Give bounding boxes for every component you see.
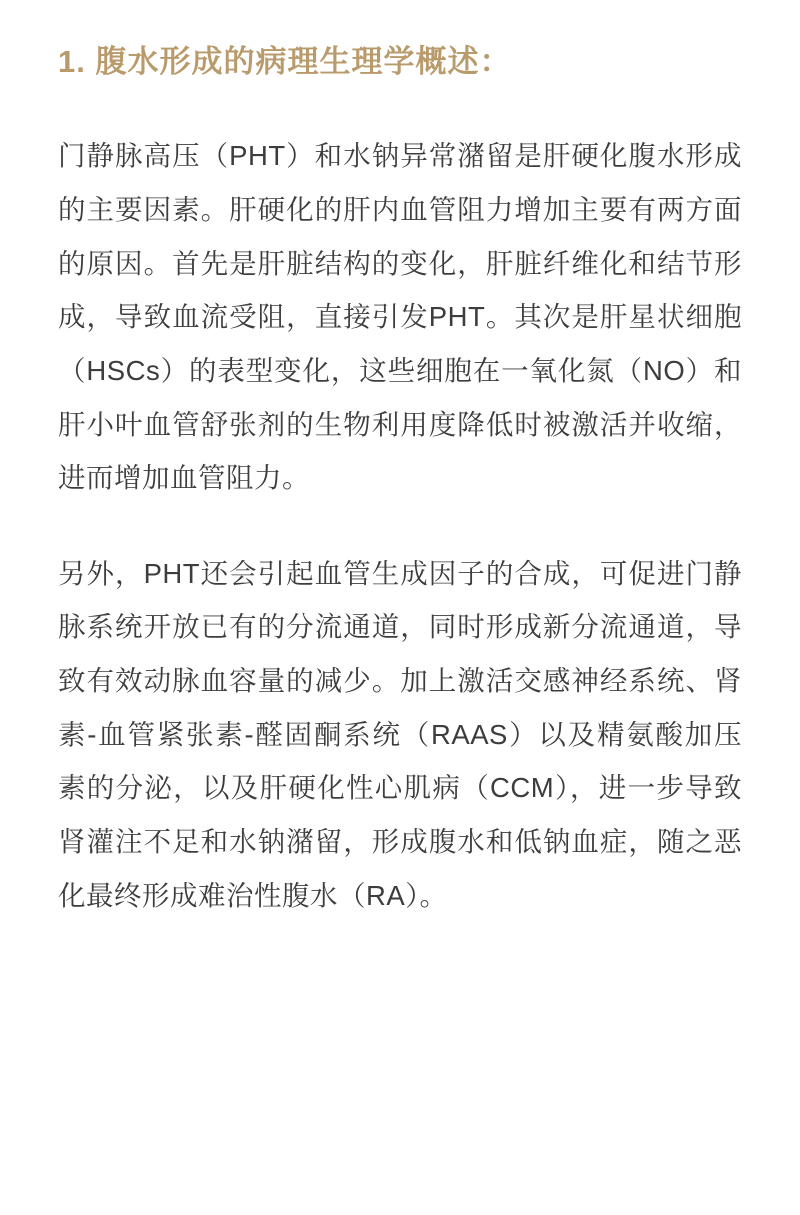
section-heading: 1. 腹水形成的病理生理学概述： (58, 44, 512, 79)
body-paragraph-1: 门静脉高压（PHT）和水钠异常潴留是肝硬化腹水形成的主要因素。肝硬化的肝内血管阻力增加主要有两方面的原因。首先是肝脏结构的变化，肝脏纤维化和结节形成，导致血流受阻，直接引发PHT。其次是肝星状细胞（HSCs）的表型变化，这些细胞在一氧化氮（NO）和肝小叶血管舒张剂的生物利用度降低时被激活并收缩，进而增加血管阻力。 (58, 140, 742, 494)
body-paragraph-2: 另外，PHT还会引起血管生成因子的合成，可促进门静脉系统开放已有的分流通道，同时形成新分流通道，导致有效动脉血容量的减少。加上激活交感神经系统、肾素-血管紧张素-醛固酮系统（RAAS）以及精氨酸加压素的分泌，以及肝硬化性心肌病（CCM），进一步导致肾灌注不足和水钠潴留，形成腹水和低钠血症，随之恶化最终形成难治性腹水（RA）。 (58, 557, 742, 911)
